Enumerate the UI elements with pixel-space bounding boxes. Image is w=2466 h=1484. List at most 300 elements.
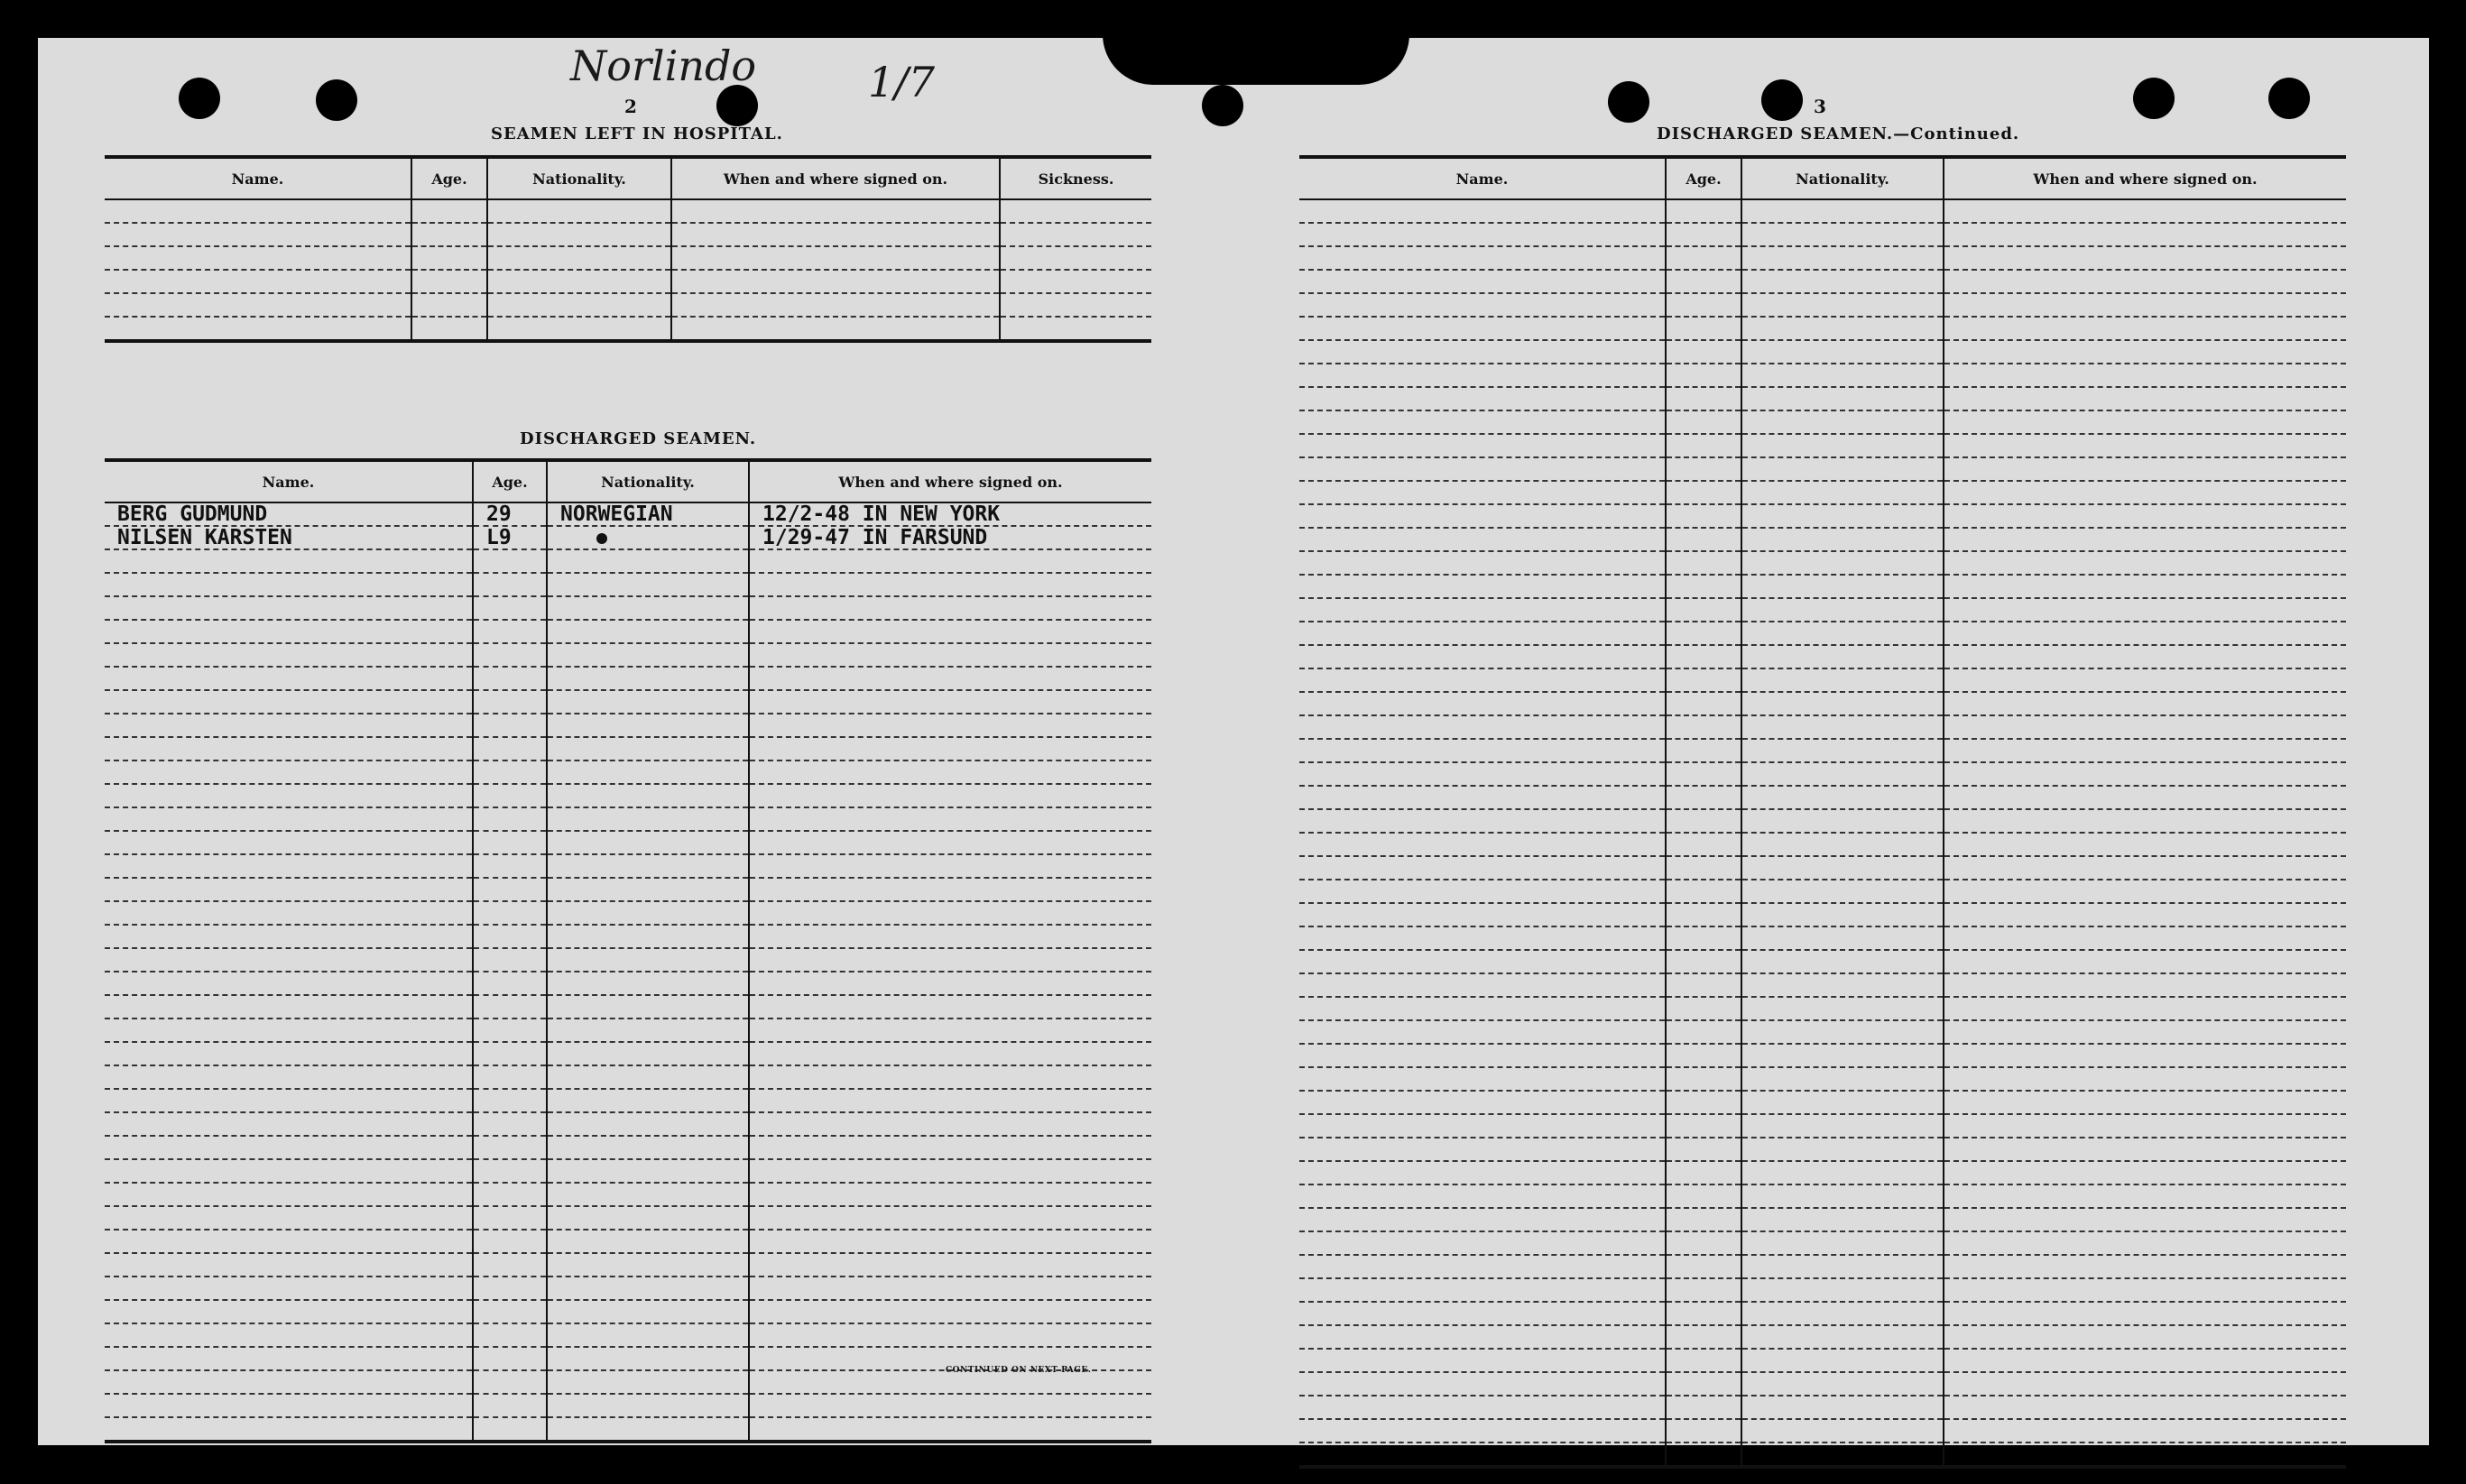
cell-age: [1666, 1184, 1741, 1208]
cell-age: [1666, 1020, 1741, 1044]
cell-signed-on: [1944, 692, 2346, 715]
cell-signed-on: [1944, 762, 2346, 786]
cell-signed-on: [749, 549, 1151, 573]
table-row: [1299, 668, 2346, 692]
table-row: [1299, 504, 2346, 528]
hospital-section-title: SEAMEN LEFT IN HOSPITAL.: [491, 124, 783, 143]
cell-age: [1666, 1138, 1741, 1161]
table-row: [1299, 293, 2346, 317]
cell-age: [1666, 387, 1741, 410]
cell-nationality: [1741, 1091, 1944, 1114]
cell-nationality: [547, 878, 749, 901]
cell-age: [411, 317, 487, 341]
table-row: [1299, 1020, 2346, 1044]
cell-age: [473, 1042, 547, 1065]
table-row: [105, 1277, 1151, 1300]
cell-name: [1299, 739, 1666, 762]
cell-name: [105, 1230, 473, 1253]
punch-hole: [179, 78, 220, 119]
cell-nationality: [547, 1253, 749, 1277]
cell-nationality: [547, 1417, 749, 1442]
table-row: [105, 246, 1151, 270]
right-page-number: 3: [1814, 96, 1826, 117]
right-header-row: [1299, 157, 2346, 199]
table-row: [105, 199, 1151, 223]
cell-signed-on: [749, 667, 1151, 690]
table-row: [105, 1253, 1151, 1277]
cell-signed-on: [1944, 528, 2346, 551]
cell-sickness: [1000, 317, 1151, 341]
table-row: [1299, 364, 2346, 387]
cell-nationality: [1741, 997, 1944, 1020]
cell-age: 29: [473, 502, 547, 526]
cell-name: [1299, 668, 1666, 692]
cell-age: [411, 293, 487, 317]
punch-hole: [1761, 79, 1803, 121]
cell-signed-on: [1944, 1138, 2346, 1161]
cell-nationality: [1741, 598, 1944, 622]
cell-age: [473, 831, 547, 854]
table-row: [1299, 1372, 2346, 1396]
cell-name: [105, 807, 473, 831]
cell-age: [1666, 973, 1741, 997]
cell-name: [105, 596, 473, 620]
cell-signed-on: [749, 831, 1151, 854]
cell-age: [1666, 317, 1741, 340]
cell-name: [105, 784, 473, 807]
cell-signed-on: [749, 1394, 1151, 1417]
cell-age: [1666, 1396, 1741, 1419]
cell-age: [1666, 1419, 1741, 1443]
cell-nationality: [547, 854, 749, 878]
cell-name: [1299, 809, 1666, 833]
cell-signed-on: [749, 1300, 1151, 1323]
cell-signed-on: [1944, 1325, 2346, 1349]
cell-signed-on: [749, 807, 1151, 831]
cell-name: [1299, 199, 1666, 223]
hospital-header-row: [105, 157, 1151, 199]
cell-age: [1666, 1114, 1741, 1138]
cell-age: [1666, 481, 1741, 504]
cell-name: [105, 972, 473, 995]
cell-name: [1299, 1184, 1666, 1208]
cell-age: [1666, 1091, 1741, 1114]
col-name: Name.: [1299, 157, 1666, 199]
cell-name: [1299, 504, 1666, 528]
cell-name: [1299, 551, 1666, 575]
table-row: [105, 1323, 1151, 1347]
table-row: [105, 714, 1151, 737]
left-page-number: 2: [624, 96, 637, 117]
cell-age: [473, 784, 547, 807]
cell-signed-on: [1944, 199, 2346, 223]
cell-nationality: [1741, 434, 1944, 457]
table-row: [1299, 1419, 2346, 1443]
cell-name: [105, 1370, 473, 1394]
cell-name: [105, 293, 411, 317]
cell-name: [1299, 1349, 1666, 1372]
punch-hole: [1608, 81, 1649, 123]
cell-name: [1299, 622, 1666, 645]
cell-nationality: [1741, 1138, 1944, 1161]
cell-name: [1299, 856, 1666, 880]
cell-nationality: [547, 784, 749, 807]
cell-age: [1666, 762, 1741, 786]
table-row: [105, 1159, 1151, 1183]
cell-signed-on: [1944, 973, 2346, 997]
cell-age: [473, 807, 547, 831]
cell-age: [1666, 926, 1741, 950]
cell-age: [1666, 364, 1741, 387]
cell-age: [1666, 551, 1741, 575]
table-row: [1299, 926, 2346, 950]
cell-nationality: [1741, 1184, 1944, 1208]
cell-signed-on: [749, 1277, 1151, 1300]
cell-signed-on: [1944, 481, 2346, 504]
cell-age: [473, 737, 547, 760]
cell-signed-on: [671, 317, 1000, 341]
discharged-continued-table: [1299, 155, 2346, 1469]
handwritten-fraction: 1/7: [868, 58, 936, 106]
table-row: [105, 1417, 1151, 1442]
table-row: [1299, 317, 2346, 340]
cell-name: [1299, 1325, 1666, 1349]
cell-nationality: [547, 1089, 749, 1112]
col-sickness: Sickness.: [1000, 157, 1151, 199]
cell-signed-on: [749, 901, 1151, 925]
table-row: [1299, 809, 2346, 833]
cell-name: [105, 1112, 473, 1136]
cell-age: [1666, 410, 1741, 434]
cell-name: [1299, 1208, 1666, 1231]
table-row: [105, 596, 1151, 620]
cell-nationality: [1741, 903, 1944, 926]
cell-nationality: [547, 1394, 749, 1417]
table-row: [105, 573, 1151, 596]
cell-age: [473, 1183, 547, 1206]
cell-name: [1299, 1419, 1666, 1443]
cell-age: [1666, 903, 1741, 926]
table-row: [1299, 786, 2346, 809]
cell-nationality: [1741, 1419, 1944, 1443]
cell-name: [1299, 223, 1666, 246]
table-row: [105, 901, 1151, 925]
cell-signed-on: [749, 1042, 1151, 1065]
cell-signed-on: [1944, 1302, 2346, 1325]
cell-nationality: [547, 737, 749, 760]
table-row: [105, 293, 1151, 317]
cell-nationality: [547, 1136, 749, 1159]
table-row: [105, 526, 1151, 549]
cell-age: [1666, 809, 1741, 833]
cell-name: [105, 854, 473, 878]
cell-nationality: [547, 1323, 749, 1347]
cell-age: [1666, 1067, 1741, 1091]
cell-nationality: [547, 596, 749, 620]
continued-note: CONTINUED ON NEXT PAGE.: [946, 1366, 1092, 1375]
table-row: [105, 690, 1151, 714]
table-row: [105, 667, 1151, 690]
cell-age: [473, 995, 547, 1019]
cell-name: [1299, 645, 1666, 668]
cell-signed-on: [749, 995, 1151, 1019]
cell-name: [105, 995, 473, 1019]
cell-signed-on: [1944, 786, 2346, 809]
cell-nationality: [1741, 223, 1944, 246]
col-name: Name.: [105, 460, 473, 502]
cell-name: [105, 620, 473, 643]
cell-nationality: [487, 270, 671, 293]
cell-nationality: [1741, 1349, 1944, 1372]
cell-signed-on: [749, 1089, 1151, 1112]
cell-signed-on: [749, 1230, 1151, 1253]
cell-name: [105, 1347, 473, 1370]
cell-age: [473, 620, 547, 643]
cell-nationality: [1741, 1278, 1944, 1302]
col-name: Name.: [105, 157, 411, 199]
cell-signed-on: [1944, 833, 2346, 856]
cell-signed-on: [1944, 1255, 2346, 1278]
table-row: [1299, 833, 2346, 856]
cell-nationality: [1741, 504, 1944, 528]
cell-nationality: [547, 1206, 749, 1230]
cell-name: [1299, 1231, 1666, 1255]
cell-name: [1299, 926, 1666, 950]
cell-nationality: [1741, 1020, 1944, 1044]
col-nationality: Nationality.: [1741, 157, 1944, 199]
cell-age: [1666, 786, 1741, 809]
cell-signed-on: [749, 620, 1151, 643]
table-row: [1299, 973, 2346, 997]
cell-nationality: [547, 1019, 749, 1042]
table-row: [105, 878, 1151, 901]
cell-age: [1666, 1349, 1741, 1372]
cell-nationality: [1741, 364, 1944, 387]
cell-signed-on: [749, 690, 1151, 714]
cell-nationality: [547, 1300, 749, 1323]
table-row: [1299, 1044, 2346, 1067]
cell-name: [1299, 973, 1666, 997]
cell-name: [1299, 1067, 1666, 1091]
col-nationality: Nationality.: [547, 460, 749, 502]
cell-sickness: [1000, 199, 1151, 223]
cell-nationality: [547, 690, 749, 714]
cell-name: [105, 1277, 473, 1300]
cell-nationality: [547, 620, 749, 643]
cell-nationality: [547, 1183, 749, 1206]
table-row: [1299, 551, 2346, 575]
cell-age: [1666, 622, 1741, 645]
table-row: [1299, 856, 2346, 880]
cell-name: [1299, 364, 1666, 387]
cell-age: [1666, 223, 1741, 246]
cell-age: [1666, 528, 1741, 551]
cell-age: [1666, 457, 1741, 481]
col-age: Age.: [473, 460, 547, 502]
cell-name: [105, 246, 411, 270]
cell-name: BERG GUDMUND: [105, 502, 473, 526]
table-row: [105, 223, 1151, 246]
cell-nationality: [547, 831, 749, 854]
cell-age: [473, 573, 547, 596]
cell-name: [105, 549, 473, 573]
punch-hole: [316, 79, 357, 121]
cell-nationality: [1741, 1396, 1944, 1419]
col-signed-on: When and where signed on.: [671, 157, 1000, 199]
cell-name: [105, 925, 473, 948]
cell-nationality: [547, 972, 749, 995]
cell-nationality: [1741, 293, 1944, 317]
cell-nationality: [1741, 317, 1944, 340]
cell-nationality: [1741, 1443, 1944, 1467]
table-row: [105, 1394, 1151, 1417]
cell-signed-on: [1944, 739, 2346, 762]
cell-nationality: [547, 1230, 749, 1253]
table-row: [105, 948, 1151, 972]
cell-nationality: [1741, 481, 1944, 504]
cell-signed-on: [749, 1019, 1151, 1042]
table-row: [1299, 1161, 2346, 1184]
cell-signed-on: [1944, 340, 2346, 364]
cell-name: [105, 1065, 473, 1089]
cell-sickness: [1000, 270, 1151, 293]
table-row: [1299, 528, 2346, 551]
table-row: [105, 1230, 1151, 1253]
cell-nationality: [1741, 715, 1944, 739]
torn-edge: [1103, 34, 1409, 85]
table-row: [105, 925, 1151, 948]
cell-name: [1299, 1372, 1666, 1396]
cell-name: [105, 1089, 473, 1112]
cell-nationality: [547, 573, 749, 596]
table-row: [1299, 880, 2346, 903]
cell-name: [1299, 903, 1666, 926]
table-row: [1299, 739, 2346, 762]
table-row: [1299, 1184, 2346, 1208]
cell-name: [1299, 387, 1666, 410]
cell-nationality: [487, 223, 671, 246]
cell-signed-on: [1944, 1184, 2346, 1208]
cell-nationality: [1741, 973, 1944, 997]
cell-nationality: [547, 549, 749, 573]
cell-name: [1299, 317, 1666, 340]
cell-name: [1299, 1138, 1666, 1161]
cell-nationality: [1741, 645, 1944, 668]
cell-age: [1666, 1161, 1741, 1184]
cell-nationality: [1741, 833, 1944, 856]
cell-age: [473, 854, 547, 878]
cell-signed-on: [671, 270, 1000, 293]
cell-nationality: [1741, 1302, 1944, 1325]
table-row: [1299, 1396, 2346, 1419]
cell-name: [105, 573, 473, 596]
cell-signed-on: [671, 199, 1000, 223]
cell-signed-on: [671, 293, 1000, 317]
cell-age: [1666, 434, 1741, 457]
cell-age: [1666, 1255, 1741, 1278]
cell-name: [1299, 434, 1666, 457]
cell-signed-on: [1944, 246, 2346, 270]
cell-signed-on: [1944, 715, 2346, 739]
cell-signed-on: [749, 925, 1151, 948]
cell-signed-on: [749, 948, 1151, 972]
table-row: [105, 972, 1151, 995]
cell-name: [1299, 1020, 1666, 1044]
table-row: [1299, 1231, 2346, 1255]
cell-signed-on: [1944, 1044, 2346, 1067]
cell-signed-on: [749, 1417, 1151, 1442]
cell-name: [105, 901, 473, 925]
cell-age: [473, 1089, 547, 1112]
cell-name: [105, 1206, 473, 1230]
table-row: [105, 317, 1151, 341]
cell-nationality: [1741, 457, 1944, 481]
cell-signed-on: [749, 1323, 1151, 1347]
punch-hole: [2133, 78, 2175, 119]
cell-name: [1299, 1396, 1666, 1419]
table-row: [105, 995, 1151, 1019]
cell-nationality: [1741, 1255, 1944, 1278]
table-row: [1299, 223, 2346, 246]
cell-name: [1299, 246, 1666, 270]
cell-age: [1666, 1325, 1741, 1349]
cell-nationality: [1741, 856, 1944, 880]
cell-signed-on: [1944, 434, 2346, 457]
cell-signed-on: [1944, 1278, 2346, 1302]
cell-signed-on: [1944, 622, 2346, 645]
cell-nationality: [1741, 551, 1944, 575]
discharged-header-row: [105, 460, 1151, 502]
cell-nationality: [1741, 199, 1944, 223]
cell-signed-on: [1944, 598, 2346, 622]
cell-signed-on: [1944, 223, 2346, 246]
cell-signed-on: [749, 643, 1151, 667]
cell-nationality: [547, 1347, 749, 1370]
cell-age: [473, 1253, 547, 1277]
table-row: [105, 1112, 1151, 1136]
cell-nationality: [487, 293, 671, 317]
cell-name: [1299, 340, 1666, 364]
hospital-table: [105, 155, 1151, 343]
cell-age: [473, 925, 547, 948]
cell-signed-on: [1944, 410, 2346, 434]
cell-nationality: [547, 1159, 749, 1183]
cell-name: [105, 643, 473, 667]
table-row: [105, 737, 1151, 760]
cell-signed-on: [1944, 1231, 2346, 1255]
cell-nationality: [1741, 668, 1944, 692]
cell-signed-on: [749, 1206, 1151, 1230]
cell-age: [411, 223, 487, 246]
cell-name: [105, 1136, 473, 1159]
cell-nationality: [1741, 528, 1944, 551]
cell-age: [473, 1394, 547, 1417]
cell-signed-on: [671, 223, 1000, 246]
cell-nationality: [1741, 1067, 1944, 1091]
cell-age: [473, 972, 547, 995]
cell-age: [473, 901, 547, 925]
cell-name: [105, 1323, 473, 1347]
cell-name: [105, 1019, 473, 1042]
cell-age: [1666, 1443, 1741, 1467]
cell-nationality: [1741, 1161, 1944, 1184]
cell-nationality: [1741, 762, 1944, 786]
cell-age: [1666, 1372, 1741, 1396]
cell-age: [1666, 1302, 1741, 1325]
cell-age: [1666, 270, 1741, 293]
cell-age: [1666, 1208, 1741, 1231]
cell-name: [1299, 1161, 1666, 1184]
